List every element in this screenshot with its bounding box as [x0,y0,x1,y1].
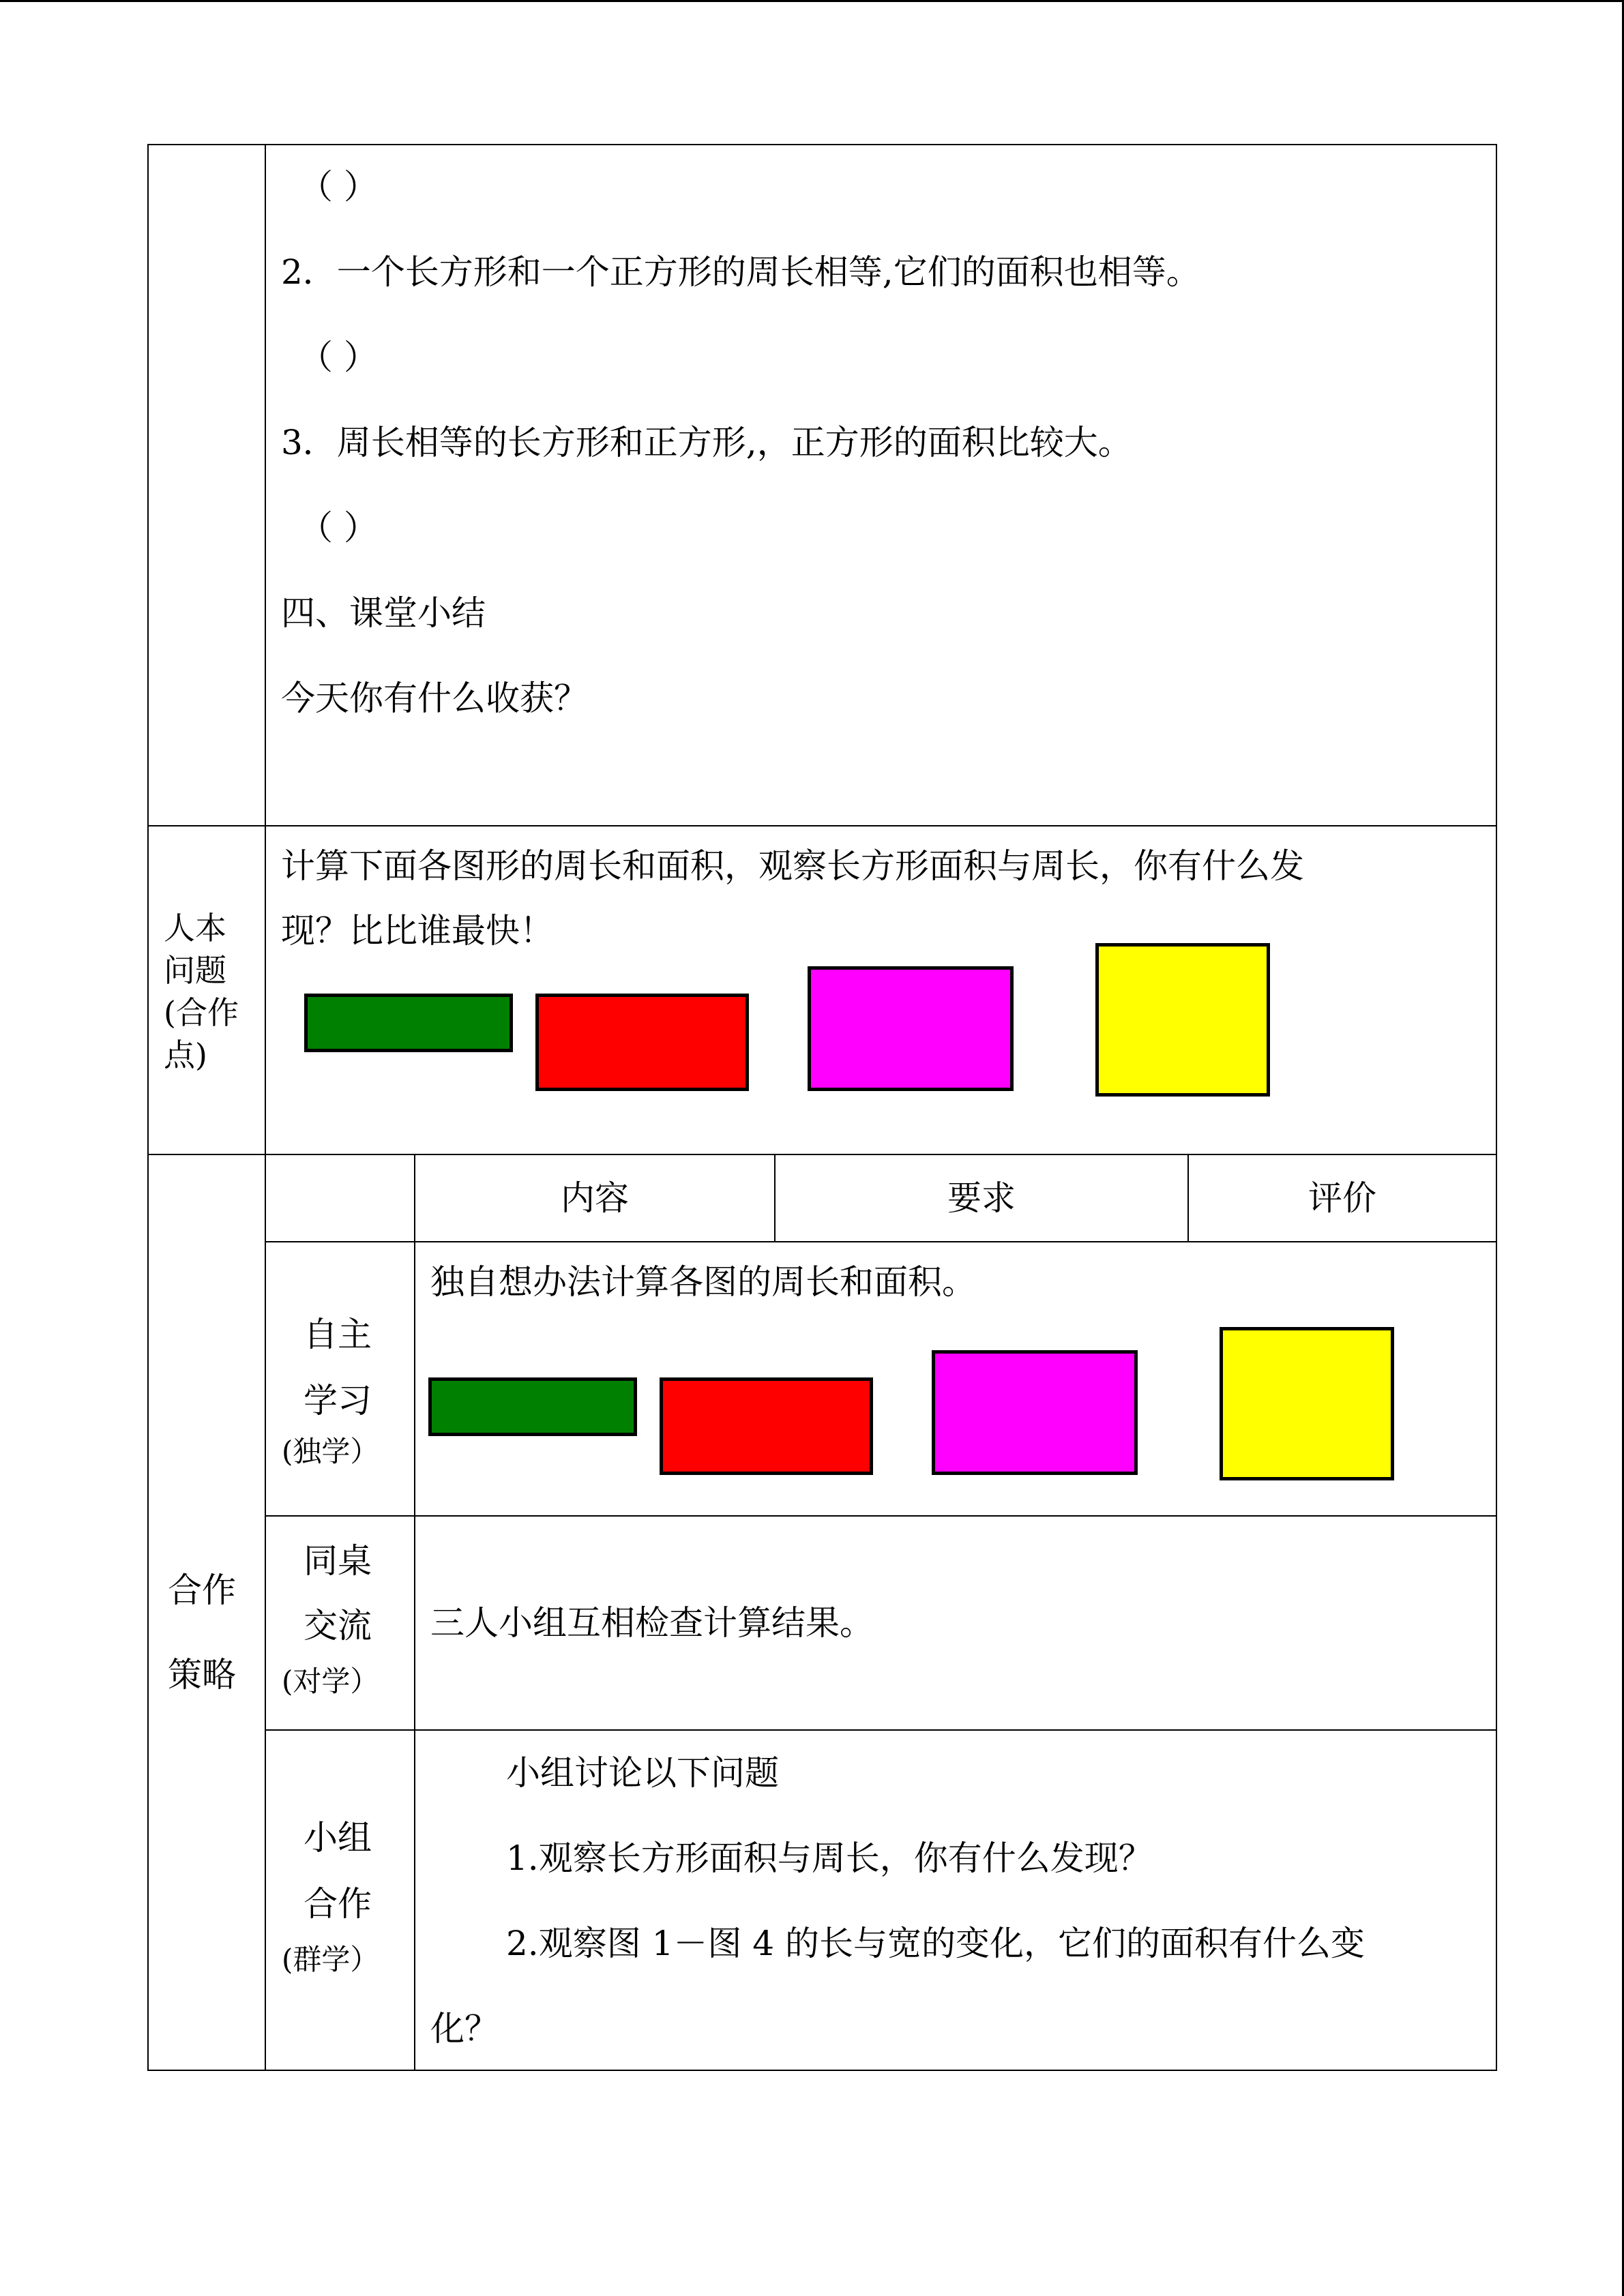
summary-heading: 四、课堂小结 [281,593,486,633]
core-question-label: 人本 问题 (合作 点) [164,910,239,1073]
row-label-group: 小组 合作 (群学） [282,1818,379,1976]
row-label-independent: 自主 学习 (独学） [282,1315,379,1468]
question-2: 2．一个长方形和一个正方形的周长相等,它们的面积也相等。 [281,252,1200,292]
row-content-independent: 独自想办法计算各图的周长和面积。 [430,1262,976,1302]
answer-blank-2: （ ） [299,338,378,377]
red-rectangle [660,1377,873,1475]
row-content-group-line1: 小组讨论以下问题 [506,1753,779,1793]
row-content-pair: 三人小组互相检查计算结果。 [430,1603,874,1643]
answer-blank-1: （ ） [299,167,378,207]
yellow-square [1095,943,1270,1097]
page-top-border [0,0,1624,2]
question-3: 3．周长相等的长方形和正方形,，正方形的面积比较大。 [281,423,1132,462]
red-rectangle [535,994,749,1091]
green-rectangle [304,994,513,1052]
summary-question: 今天你有什么收获？ [281,679,588,718]
row-label-pair: 同桌 交流 (对学） [282,1541,379,1698]
answer-blank-3: （ ） [299,508,378,548]
row-content-group-line2: 1.观察长方形面积与周长，你有什么发现？ [506,1838,1153,1878]
core-question-text-line2: 现？比比谁最快！ [281,911,554,951]
magenta-rectangle [932,1350,1138,1475]
core-question-text-line1: 计算下面各图形的周长和面积，观察长方形面积与周长，你有什么发 [281,846,1304,886]
row-content-group-line3: 2.观察图 1－图 4 的长与宽的变化，它们的面积有什么变 [506,1924,1365,1963]
strategy-label: 合作 策略 [168,1570,236,1695]
magenta-rectangle [808,966,1014,1091]
yellow-square [1220,1327,1394,1480]
header-requirement: 要求 [947,1178,1016,1218]
header-content: 内容 [561,1178,629,1218]
green-rectangle [428,1377,637,1436]
row-content-group-line4: 化？ [430,2009,499,2048]
header-evaluation: 评价 [1308,1178,1376,1218]
